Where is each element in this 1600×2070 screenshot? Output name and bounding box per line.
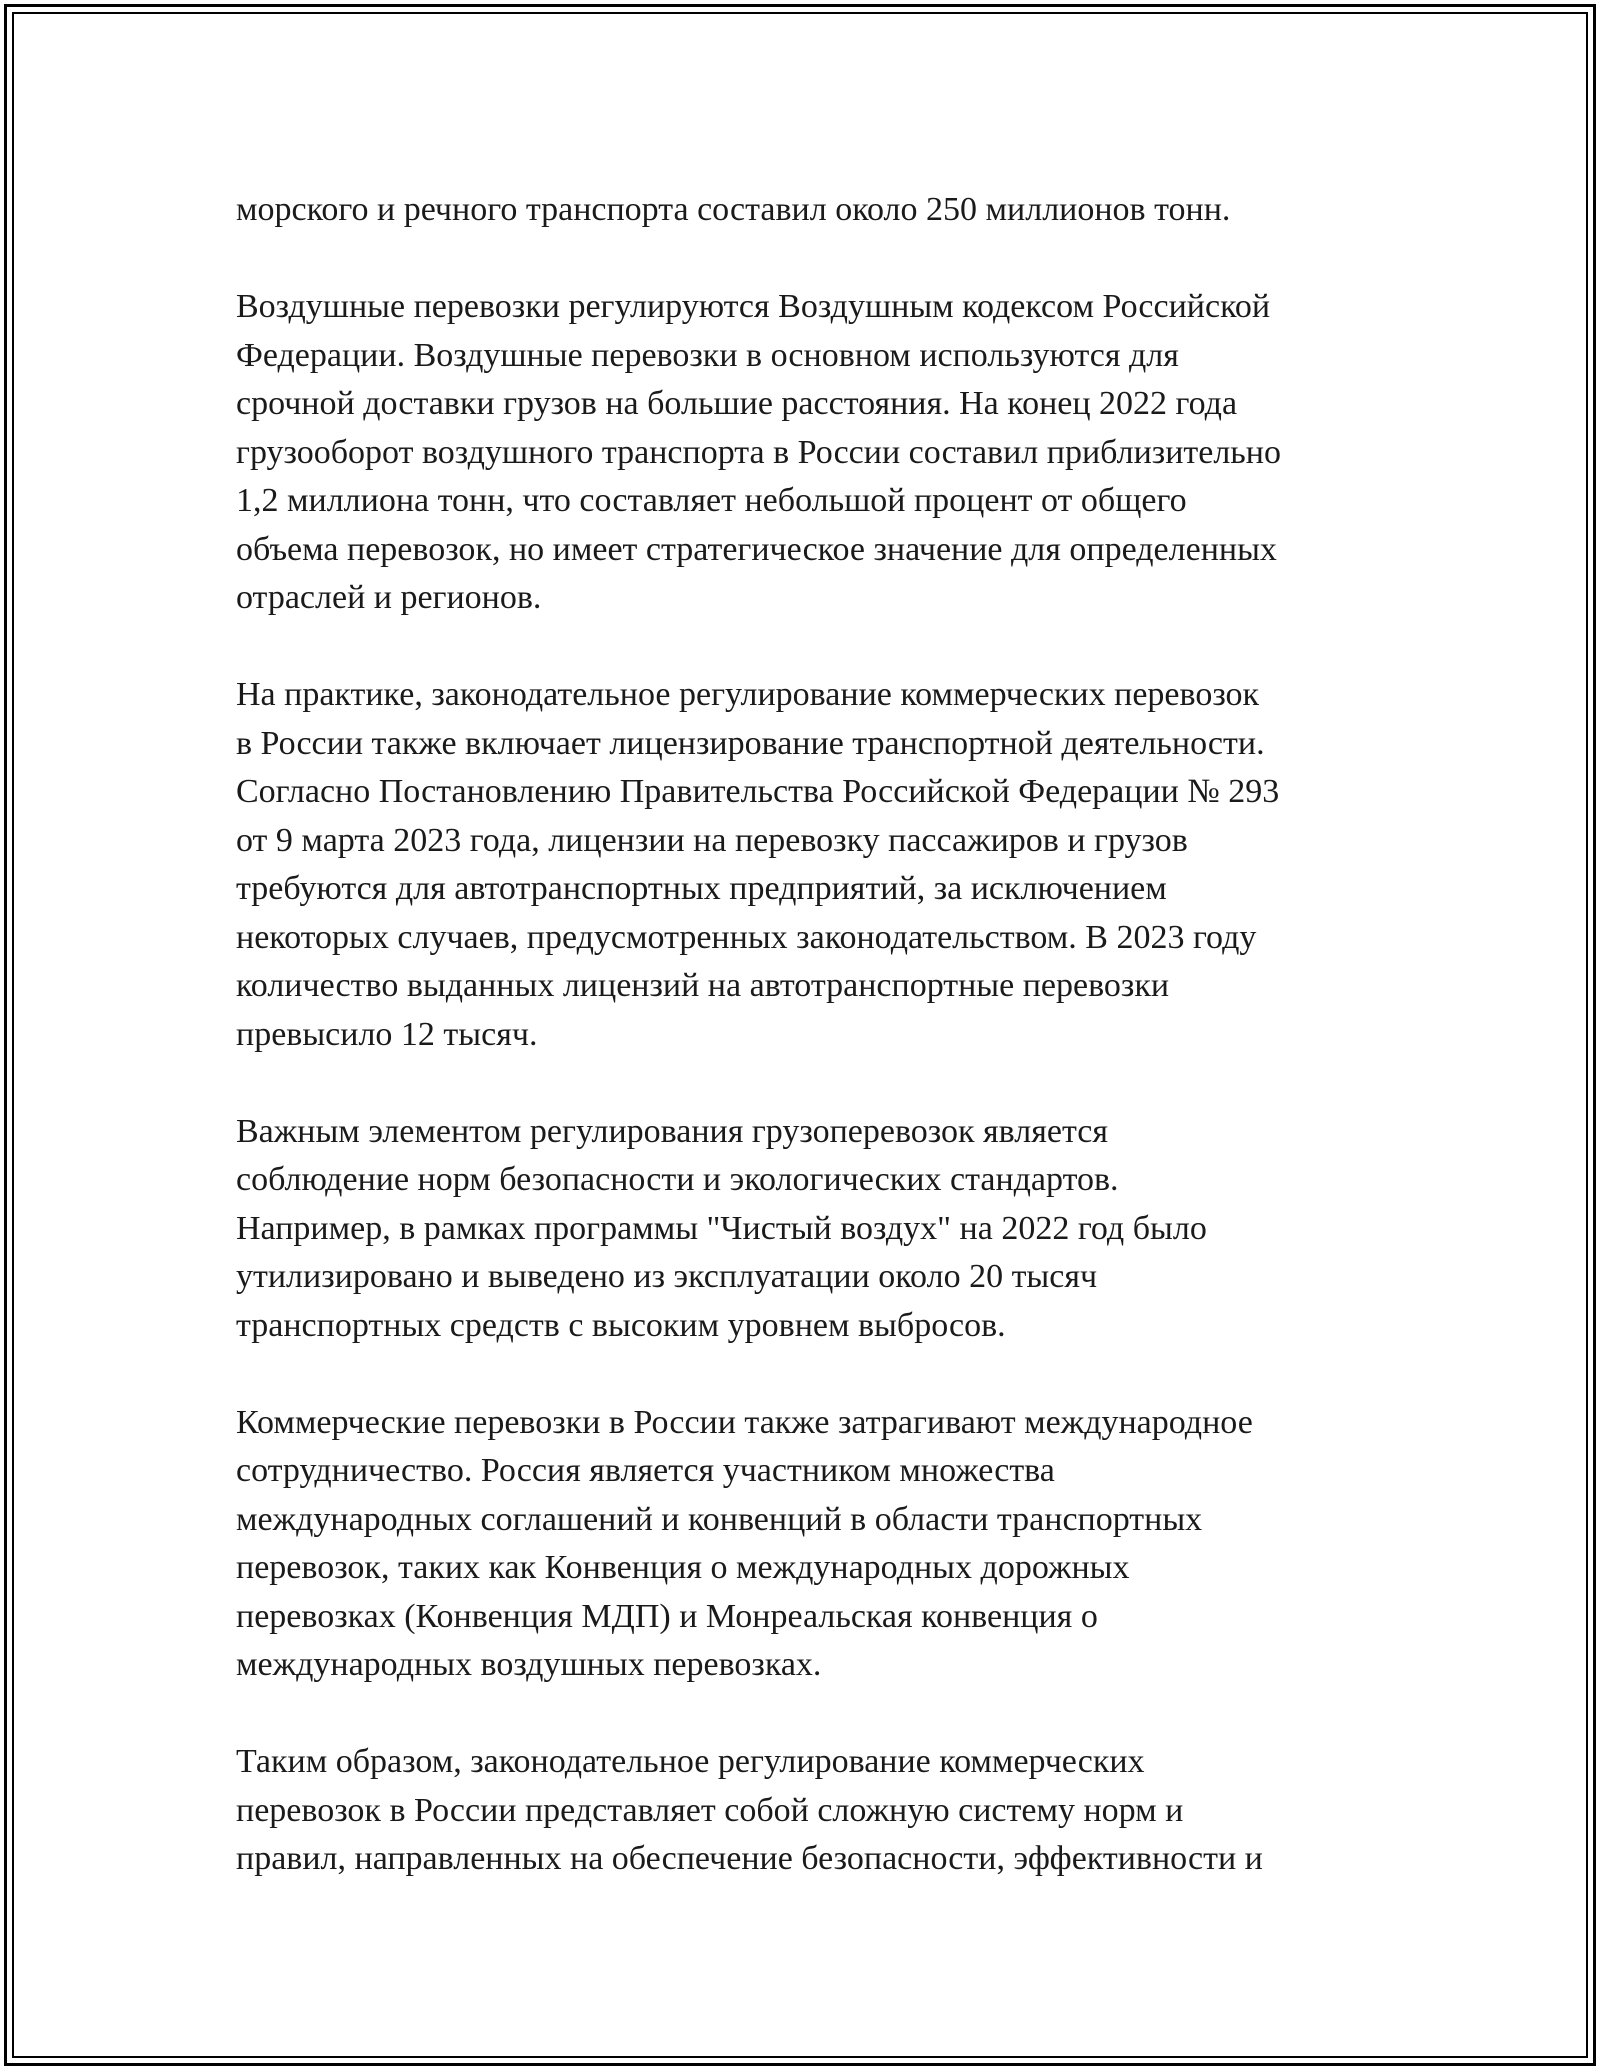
- paragraph-air-transport: [236, 283, 1396, 623]
- text-line: морского и речного транспорта составил около 250 миллионов тонн.: [236, 191, 1231, 228]
- text-line: в России также включает лицензирование транспортной деятельности.: [236, 724, 1265, 762]
- text-line: Воздушные перевозки регулируются Воздушным кодексом Российской: [236, 288, 1271, 325]
- text-line: международных воздушных перевозках.: [236, 1646, 822, 1683]
- text-line: Коммерческие перевозки в России также затрагивают международное: [236, 1403, 1253, 1441]
- paragraph-licensing: [236, 671, 1396, 1059]
- text-line: перевозок, таких как Конвенция о международных дорожных: [236, 1549, 1130, 1586]
- text-line: правил, направленных на обеспечение безопасности, эффективности и: [236, 1840, 1263, 1877]
- text-line: Согласно Постановлению Правительства Российской Федерации № 293: [236, 773, 1280, 810]
- paragraph-safety-ecology: [236, 1108, 1396, 1351]
- text-line: срочной доставки грузов на большие расстояния. На конец 2022 года: [236, 385, 1238, 422]
- text-line: перевозок в России представляет собой сложную систему норм и: [236, 1791, 1184, 1829]
- document-body: [236, 186, 1396, 1932]
- text-line: Важным элементом регулирования грузоперевозок является: [236, 1112, 1108, 1150]
- text-line: соблюдение норм безопасности и экологических стандартов.: [236, 1161, 1119, 1198]
- text-line: Например, в рамках программы "Чистый воздух" на 2022 год было: [236, 1209, 1207, 1247]
- text-line: от 9 марта 2023 года, лицензии на перевозку пассажиров и грузов: [236, 821, 1188, 859]
- text-line: Федерации. Воздушные перевозки в основном используются для: [236, 336, 1179, 374]
- text-line: некоторых случаев, предусмотренных законодательством. В 2023 году: [236, 918, 1257, 956]
- text-line: На практике, законодательное регулирование коммерческих перевозок: [236, 676, 1260, 713]
- text-line: требуются для автотранспортных предприятий, за исключением: [236, 870, 1167, 907]
- text-line: превысило 12 тысяч.: [236, 1015, 538, 1053]
- paragraph-international-cooperation: [236, 1399, 1396, 1690]
- text-line: транспортных средств с высоким уровнем выбросов.: [236, 1306, 1006, 1344]
- text-line: перевозках (Конвенция МДП) и Монреальская конвенция о: [236, 1597, 1098, 1635]
- paragraph-sea-river-transport: [236, 186, 1396, 235]
- text-line: утилизировано и выведено из эксплуатации около 20 тысяч: [236, 1258, 1098, 1295]
- text-line: Таким образом, законодательное регулирование коммерческих: [236, 1743, 1145, 1780]
- text-line: отраслей и регионов.: [236, 579, 542, 616]
- text-line: объема перевозок, но имеет стратегическое значение для определенных: [236, 530, 1277, 568]
- paragraph-conclusion: [236, 1738, 1396, 1884]
- text-line: 1,2 миллиона тонн, что составляет небольшой процент от общего: [236, 482, 1187, 519]
- text-line: количество выданных лицензий на автотранспортные перевозки: [236, 967, 1170, 1004]
- text-line: грузооборот воздушного транспорта в России составил приблизительно: [236, 433, 1282, 471]
- text-line: сотрудничество. Россия является участником множества: [236, 1452, 1055, 1489]
- text-line: международных соглашений и конвенций в области транспортных: [236, 1500, 1203, 1538]
